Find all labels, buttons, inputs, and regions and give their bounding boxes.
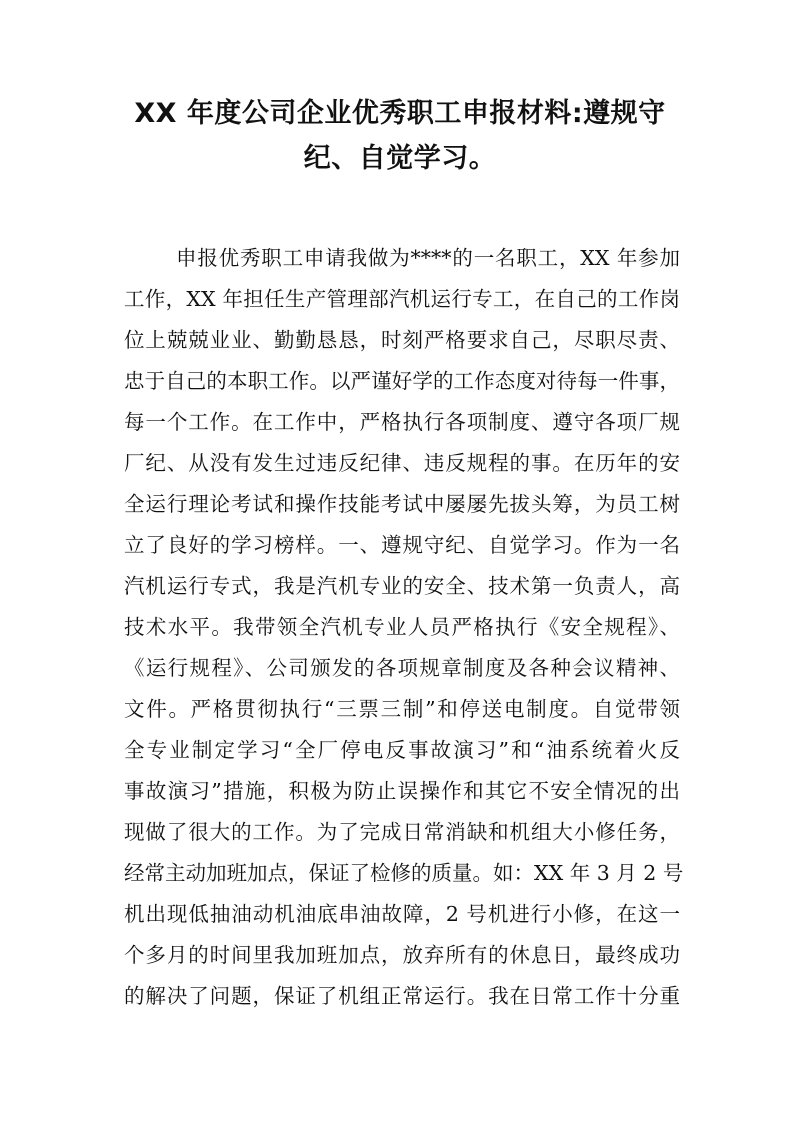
- body-line: 汽机运行专式，我是汽机专业的安全、技术第一负责人，高: [124, 574, 680, 598]
- body-line: 申报优秀职工申请我做为****的一名职工，XX 年参加: [176, 246, 680, 270]
- body-line: 忠于自己的本职工作。以严谨好学的工作态度对待每一件事，: [124, 369, 680, 393]
- body-line: 事故演习”措施，积极为防止误操作和其它不安全情况的出: [124, 779, 680, 803]
- document-title-line-1: XX 年度公司企业优秀职工申报材料:遵规守: [134, 98, 666, 129]
- body-line: 现做了很大的工作。为了完成日常消缺和机组大小修任务，: [124, 820, 680, 844]
- body-line: 经常主动加班加点，保证了检修的质量。如：XX 年 3 月 2 号: [124, 861, 684, 885]
- body-line: 位上兢兢业业、勤勤恳恳，时刻严格要求自己，尽职尽责、: [124, 328, 680, 352]
- body-line: 的解决了问题，保证了机组正常运行。我在日常工作十分重: [124, 984, 680, 1008]
- body-line: 工作，XX 年担任生产管理部汽机运行专工，在自己的工作岗: [124, 287, 680, 311]
- body-line: 厂纪、从没有发生过违反纪律、违反规程的事。在历年的安: [124, 451, 680, 475]
- body-line: 全专业制定学习“全厂停电反事故演习”和“油系统着火反: [124, 738, 680, 762]
- body-line: 《运行规程》、公司颁发的各项规章制度及各种会议精神、: [124, 656, 680, 680]
- document-title-line-2: 纪、自觉学习。: [303, 143, 497, 174]
- body-line: 文件。严格贯彻执行“三票三制”和停送电制度。自觉带领: [124, 697, 680, 721]
- body-line: 个多月的时间里我加班加点，放弃所有的休息日，最终成功: [124, 943, 680, 967]
- body-line: 全运行理论考试和操作技能考试中屡屡先拔头筹，为员工树: [124, 492, 680, 516]
- body-line: 技术水平。我带领全汽机专业人员严格执行《安全规程》、: [124, 615, 680, 639]
- body-line: 机出现低抽油动机油底串油故障，2 号机进行小修，在这一: [124, 902, 680, 926]
- body-line: 立了良好的学习榜样。一、遵规守纪、自觉学习。作为一名: [124, 533, 680, 557]
- body-line: 每一个工作。在工作中，严格执行各项制度、遵守各项厂规: [124, 410, 680, 434]
